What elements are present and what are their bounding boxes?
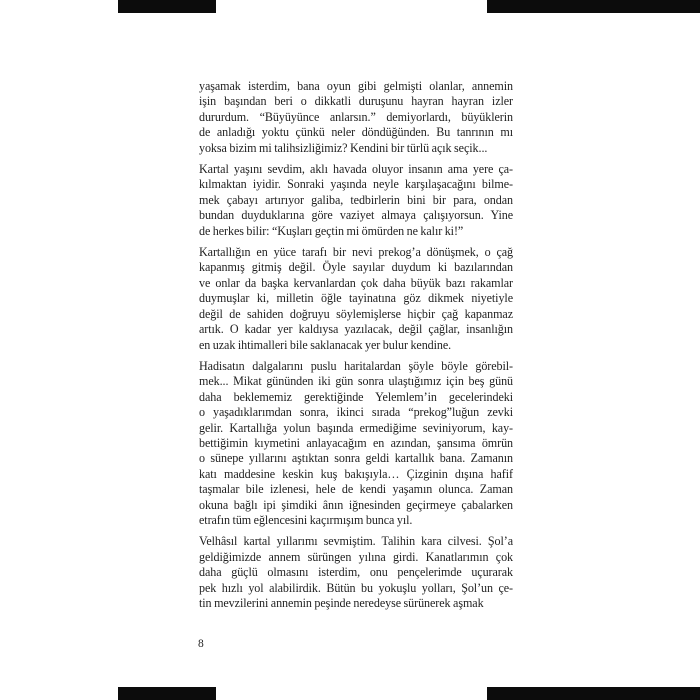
- scan-artifact-bar-top-left: [118, 0, 216, 13]
- scan-artifact-bar-bottom-left: [118, 687, 216, 700]
- text-line: o sünepe yıllarını aştıktan sonra geldi kartallık bana. Zamanın: [199, 451, 513, 466]
- text-line: mek... Mikat gününden iki gün sonra ulaştığımız için beş günü: [199, 374, 513, 389]
- text-line: pek hızlı yol alabilirdik. Bütün bu yokuşlu yolları, Şol’un çe-: [199, 580, 513, 595]
- text-line: de herkes bilir: “Kuşları geçtin mi ömürden ne kalır ki!”: [199, 223, 464, 238]
- text-line: Hadisatın dalgalarını puslu haritalardan şöyle böyle görebil-: [199, 358, 513, 373]
- text-line: okuna bağlı ipi şimdiki ânın iğnesinden geçirmeye çabalarken: [199, 497, 513, 512]
- paragraph: [199, 534, 513, 611]
- text-line: yaşamak isterdim, bana oyun gibi gelmişti olanlar, annemin: [199, 79, 513, 93]
- paragraph: [199, 162, 513, 239]
- text-line: en uzak ihtimalleri bile saklanacak yer bulur kendine.: [199, 337, 452, 352]
- text-line: duymuşlar ki, milletin öğle tayinatına göz dikmek niyetiyle: [199, 291, 513, 306]
- text-line: işin başından beri o dikkatli duruşunu hayran hayran izler: [199, 94, 513, 109]
- text-line: taşmalar bile izlenesi, hele de kendi yaşamın olunca. Zaman: [199, 482, 513, 497]
- text-line: o yaşadıklarımdan sonra, ikinci sırada “prekog”luğun zevki: [199, 405, 513, 420]
- page-number: 8: [198, 638, 204, 650]
- text-line: Kartallığın en yüce tarafı bir nevi prekog’a dönüşmek, o çağ: [199, 245, 513, 260]
- text-line: daha beklememiz gerektiğinde Yelemlem’in gecelerindeki: [199, 389, 513, 404]
- text-line: etrafın tüm eğlencesini kaçırmışım bunca yıl.: [199, 512, 413, 527]
- text-line: katı maddesine keskin kuş bakışıyla… Çizginin dışına hafif: [199, 466, 513, 481]
- text-line: bundan duyduklarına göre vaziyet almaya çalışıyorsun. Yine: [199, 208, 513, 223]
- paragraph: [199, 359, 513, 528]
- text-line: bettiğimin kıymetini anlayacağım en azından, şansıma ömrün: [199, 435, 513, 450]
- text-line: de anladığı yoktu çünkü neler döndüğünden. Bu tanrının mı: [199, 125, 513, 140]
- scan-artifact-bar-top-right: [487, 0, 700, 13]
- text-line: yoksa bizim mi talihsizliğimiz? Kendini bir türlü açık seçik...: [199, 140, 488, 155]
- text-line: tin mevzilerini annemin peşinde neredeyse sürünerek aşmak: [199, 596, 484, 610]
- text-line: Kartal yaşını sevdim, aklı havada oluyor insanın ama yere ça-: [199, 162, 513, 177]
- paragraph: [199, 245, 513, 353]
- text-line: kılmaktan iyidir. Sonraki yaşında neyle karşılaşacağını bilme-: [199, 177, 513, 192]
- text-line: gelir. Kartallığa yolun başında ermediğime seviniyorum, kay-: [199, 420, 513, 435]
- paragraph: [199, 79, 513, 156]
- scan-artifact-bar-bottom-right: [487, 687, 700, 700]
- text-line: değil de sahiden doğruyu söylemişlerse hiçbir çağ kapanmaz: [199, 306, 513, 321]
- text-line: artık. O kadar yer kaldıysa yazılacak, değil çağlar, insanlığın: [199, 322, 513, 337]
- text-line: geldiğimizde annem sürüngen yılına girdi. Kanatlarımın çok: [199, 549, 513, 564]
- text-line: kapanmış gitmiş değil. Öyle sayılar duydum ki bazılarından: [199, 260, 513, 275]
- page-text-block: [199, 79, 513, 611]
- text-line: Velhâsıl kartal yıllarımı sevmiştim. Talihin kara cilvesi. Şol’a: [199, 534, 513, 549]
- text-line: dururdum. “Büyüyünce anlarsın.” demiyorlardı, büyüklerin: [199, 109, 513, 124]
- text-line: daha güçlü olmasını isterdim, onu pençelerimde uçurarak: [199, 565, 513, 580]
- text-line: ve onlar da başka kervanlardan çok daha büyük bazı rakamlar: [199, 275, 513, 290]
- text-line: mek çabayı artırıyor galiba, tedbirlerin bini bir para, ondan: [199, 192, 513, 207]
